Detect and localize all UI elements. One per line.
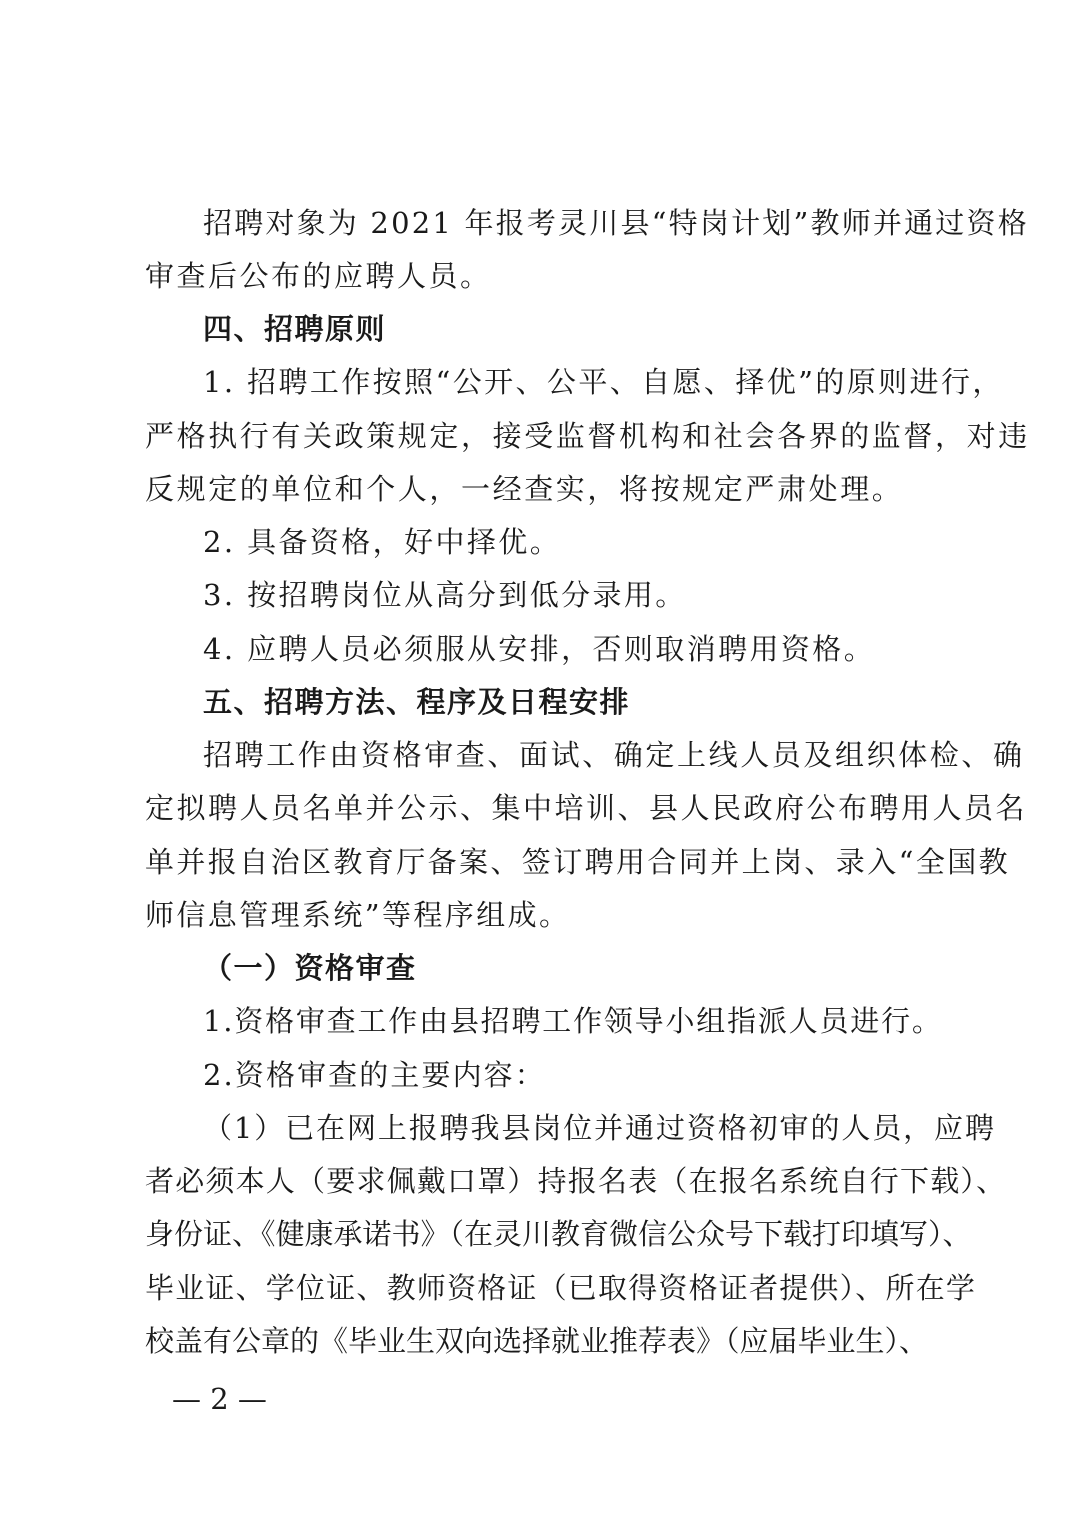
paragraph-line: 者必须本人（要求佩戴口罩）持报名表（在报名系统自行下载）、	[145, 1164, 1007, 1198]
paragraph-line: 身份证、《健康承诺书》（在灵川教育微信公众号下载打印填写）、	[145, 1217, 972, 1251]
section-heading-principles: 四、招聘原则	[203, 312, 387, 346]
list-item: 2. 具备资格，好中择优。	[203, 525, 562, 559]
paragraph-line: 招聘对象为 2021 年报考灵川县“特岗计划”教师并通过资格	[203, 206, 1029, 240]
paragraph-line: 严格执行有关政策规定，接受监督机构和社会各界的监督，对违	[145, 419, 1030, 453]
paragraph-line: （1）已在网上报聘我县岗位并通过资格初审的人员，应聘	[203, 1111, 996, 1145]
paragraph-line: 审查后公布的应聘人员。	[145, 259, 492, 293]
list-item: 2.资格审查的主要内容：	[203, 1058, 546, 1092]
page-number: — 2 —	[172, 1382, 267, 1416]
list-item: 3. 按招聘岗位从高分到低分录用。	[203, 578, 687, 612]
sub-heading-qualification-review: （一）资格审查	[203, 951, 417, 985]
paragraph-line: 定拟聘人员名单并公示、集中培训、县人民政府公布聘用人员名	[145, 791, 1028, 825]
paragraph-line: 单并报自治区教育厅备案、签订聘用合同并上岗、录入“全国教	[145, 845, 1011, 879]
paragraph-line: 毕业证、学位证、教师资格证（已取得资格证者提供）、所在学	[145, 1271, 977, 1305]
paragraph-line: 招聘工作由资格审查、面试、确定上线人员及组织体检、确	[203, 738, 1025, 772]
list-item: 4. 应聘人员必须服从安排，否则取消聘用资格。	[203, 632, 876, 666]
section-heading-methods: 五、招聘方法、程序及日程安排	[203, 685, 631, 719]
list-item: 1.资格审查工作由县招聘工作领导小组指派人员进行。	[203, 1004, 943, 1038]
paragraph-line: 师信息管理系统”等程序组成。	[145, 898, 571, 932]
paragraph-line: 反规定的单位和个人，一经查实，将按规定严肃处理。	[145, 472, 904, 506]
paragraph-line: 1. 招聘工作按照“公开、公平、自愿、择优”的原则进行，	[203, 365, 1004, 399]
paragraph-line: 校盖有公章的《毕业生双向选择就业推荐表》（应届毕业生）、	[145, 1324, 929, 1358]
